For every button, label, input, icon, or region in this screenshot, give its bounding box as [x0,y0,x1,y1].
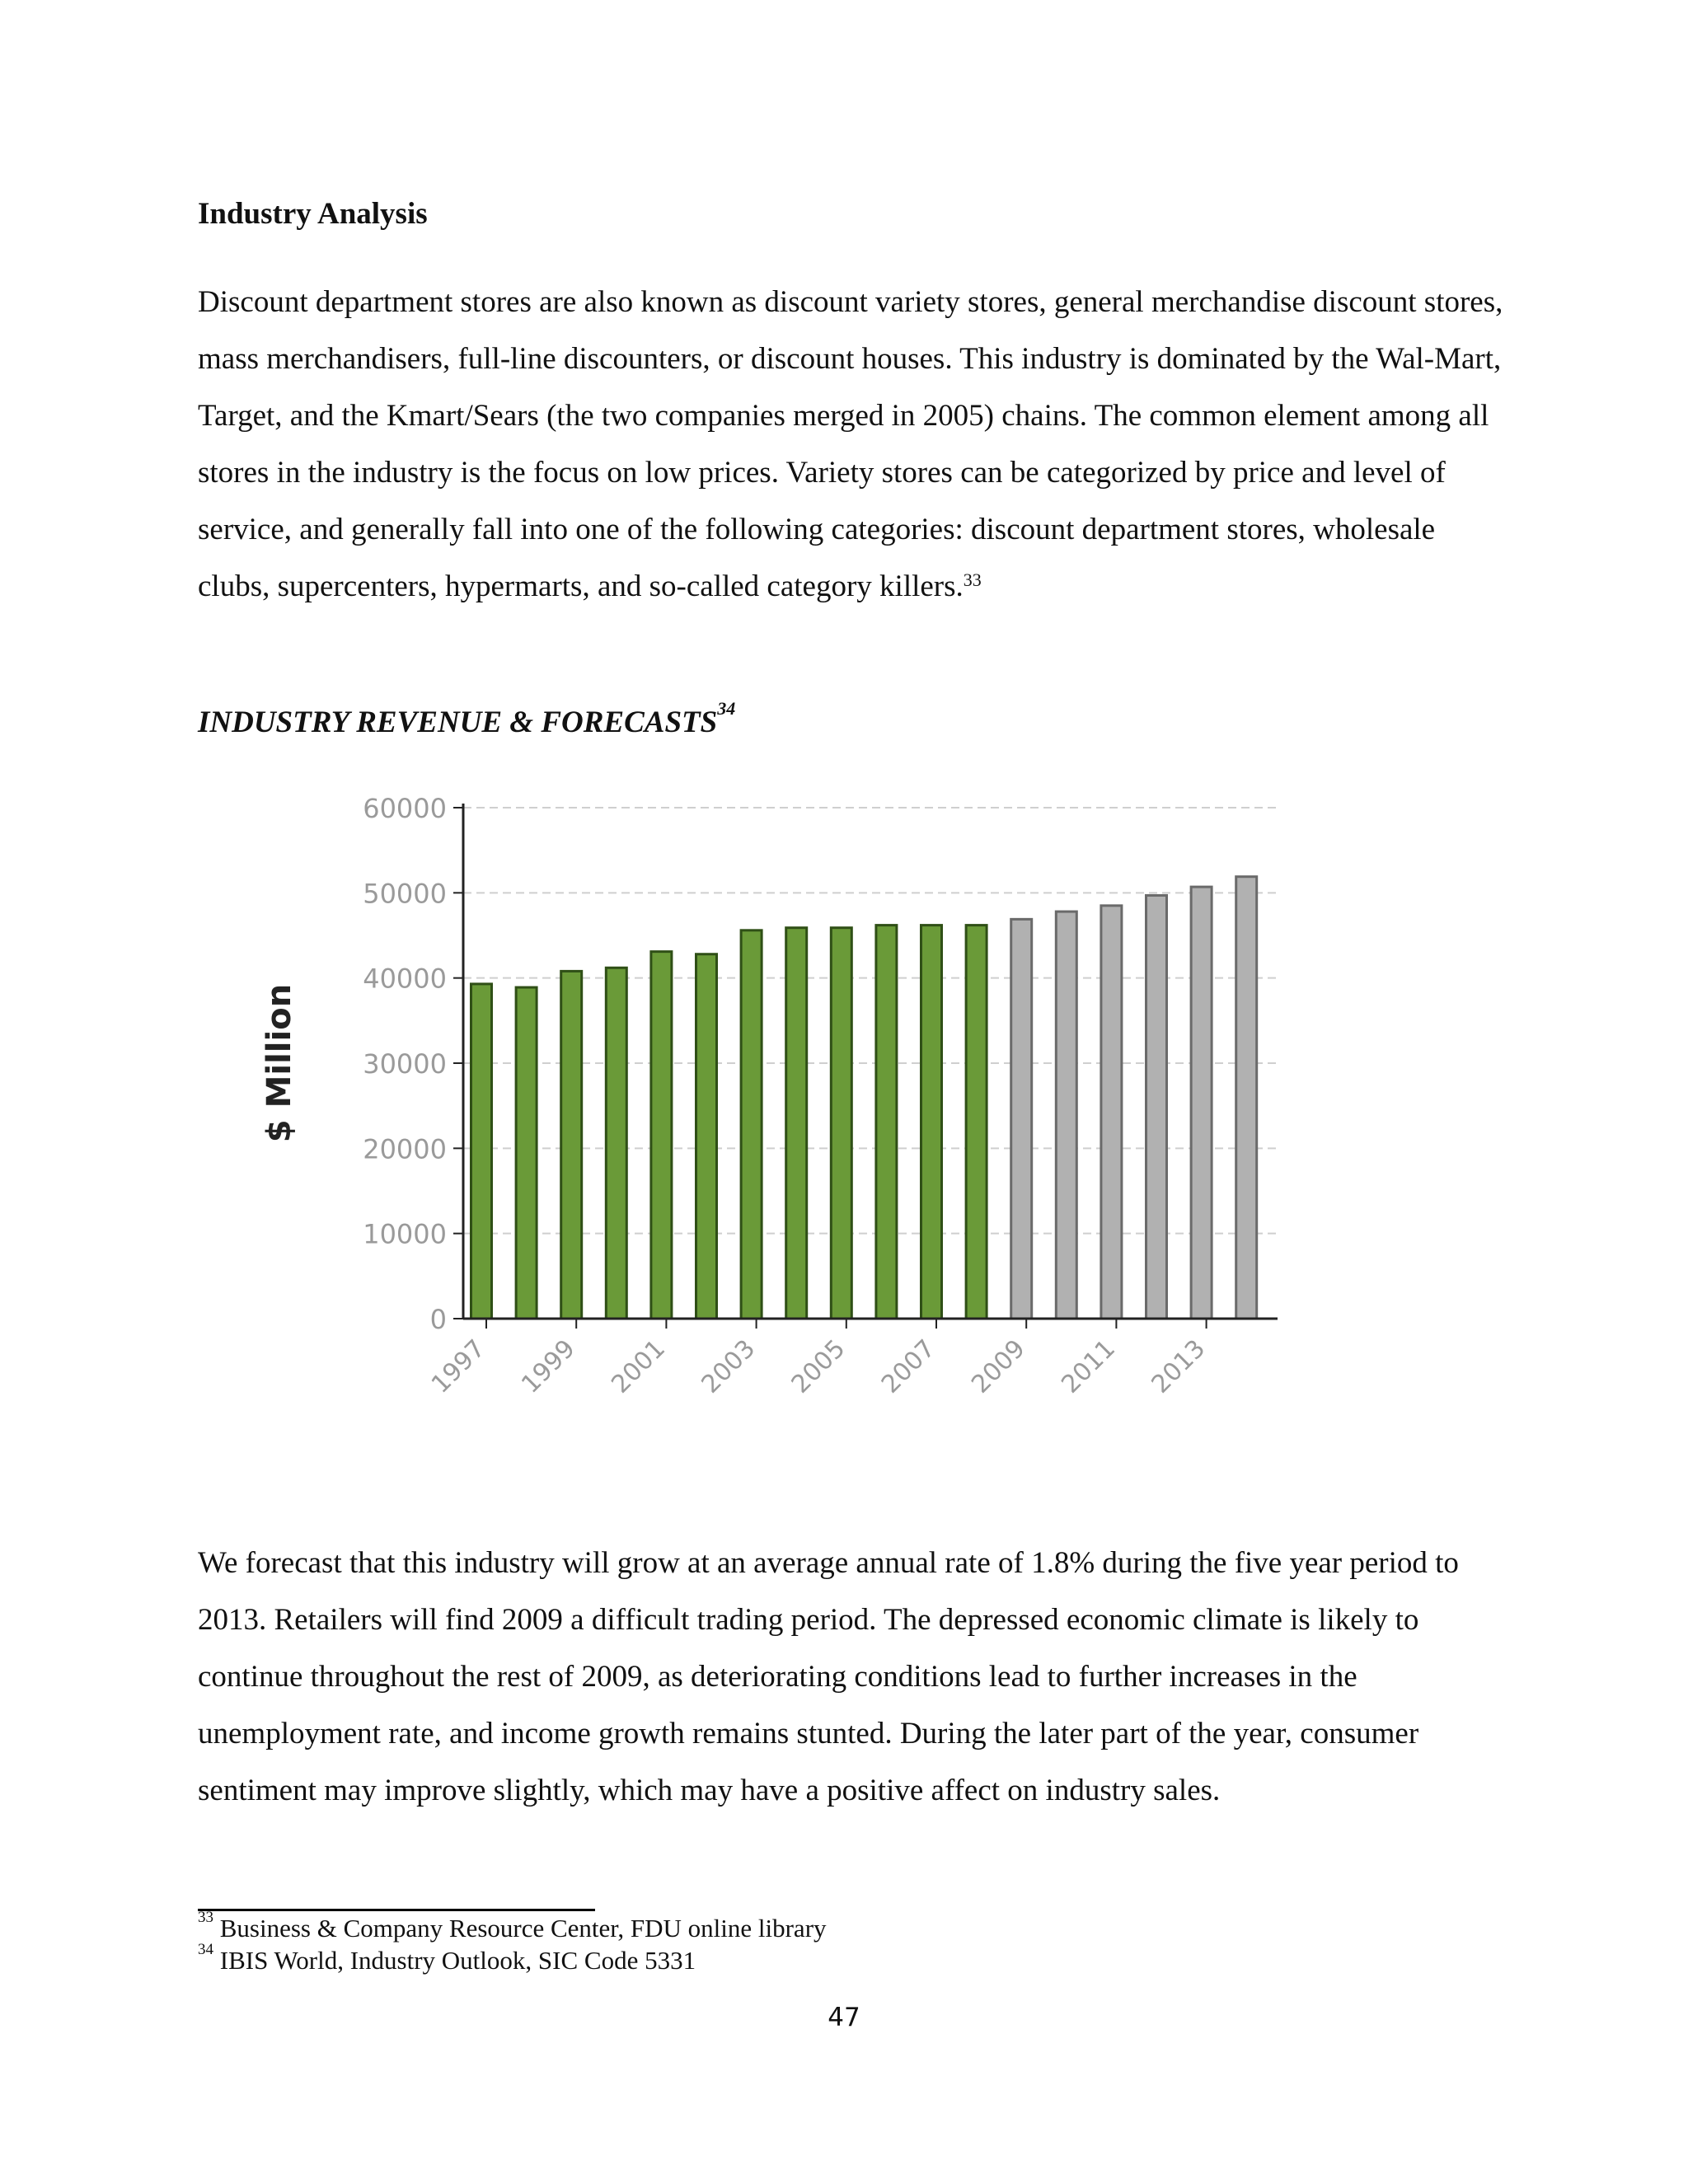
bar-2008 [966,926,987,1319]
bar-2005 [831,928,851,1319]
bar-1998 [516,987,537,1319]
bar-2003 [741,930,762,1319]
y-tick-label: 40000 [363,963,447,995]
bar-2006 [876,926,897,1319]
footnote-text: Business & Company Resource Center, FDU online library [219,1914,827,1943]
x-tick-label: 2011 [1056,1333,1122,1399]
x-tick-label: 1997 [425,1333,491,1399]
bar-2011 [1101,906,1122,1319]
bar-2014 [1236,877,1257,1319]
bar-2007 [921,926,942,1319]
forecast-paragraph: We forecast that this industry will grow at an average annual rate of 1.8% during the five year period to 2013. Retailers will find 2009 a difficult trading period. The depressed economic climate is likely to continue throughout the rest of 2009, as deteriorating conditions lead to further increases in the unemployment rate, and income growth remains stunted. During the later part of the year, consumer sentiment may improve slightly, which may have a positive affect on industry sales. [198,1546,1459,1807]
footnote-divider [198,1909,595,1911]
footnote-ref-33: 33 [963,569,982,590]
y-tick-label: 0 [429,1304,447,1335]
bar-2001 [651,952,672,1319]
section-heading: Industry Analysis [198,197,428,231]
bar-1999 [561,971,582,1319]
footnote-33 [198,1909,827,1943]
bar-2012 [1146,895,1167,1319]
x-tick-label: 2003 [696,1333,762,1399]
page-number: 47 [828,2003,860,2032]
x-tick-label: 2007 [875,1333,941,1399]
footnote-34 [198,1941,696,1975]
x-tick-label: 2013 [1146,1333,1212,1399]
bar-2013 [1191,887,1212,1319]
y-tick-label: 10000 [363,1218,447,1250]
bar-2004 [786,928,807,1319]
footnote-text: IBIS World, Industry Outlook, SIC Code 5331 [219,1946,696,1975]
x-tick-label: 2005 [785,1333,851,1399]
bar-2000 [606,968,626,1319]
x-tick-label: 2001 [606,1333,672,1399]
y-tick-label: 30000 [363,1048,447,1080]
bar-2010 [1056,912,1076,1319]
y-axis-label: $ Million [260,983,298,1143]
x-tick-label: 2009 [966,1333,1031,1399]
footnote-ref-34: 34 [717,698,736,719]
bar-1997 [471,984,492,1319]
y-tick-label: 60000 [363,793,447,824]
bar-2009 [1011,919,1032,1319]
y-tick-label: 20000 [363,1133,447,1165]
y-tick-label: 50000 [363,878,447,910]
intro-paragraph-text: Discount department stores are also known as discount variety stores, general merchandise discount stores, mass merchandisers, full-line discounters, or discount houses. This industry is dominated by the Wal-Mart, Target, and the Kmart/Sears (the two companies merged in 2005) chains. The common element among all stores in the industry is the focus on low prices. Variety stores can be categorized by price and level of service, and generally fall into one of the following categories: discount department stores, wholesale clubs, supercenters, hypermarts, and so-called category killers. [198,285,1503,603]
footnote-number: 34 [198,1941,213,1958]
bar-2002 [696,954,717,1319]
chart-heading-text: INDUSTRY REVENUE & FORECASTS [198,705,718,739]
footnote-number: 33 [198,1909,213,1926]
x-tick-label: 1999 [516,1333,581,1399]
